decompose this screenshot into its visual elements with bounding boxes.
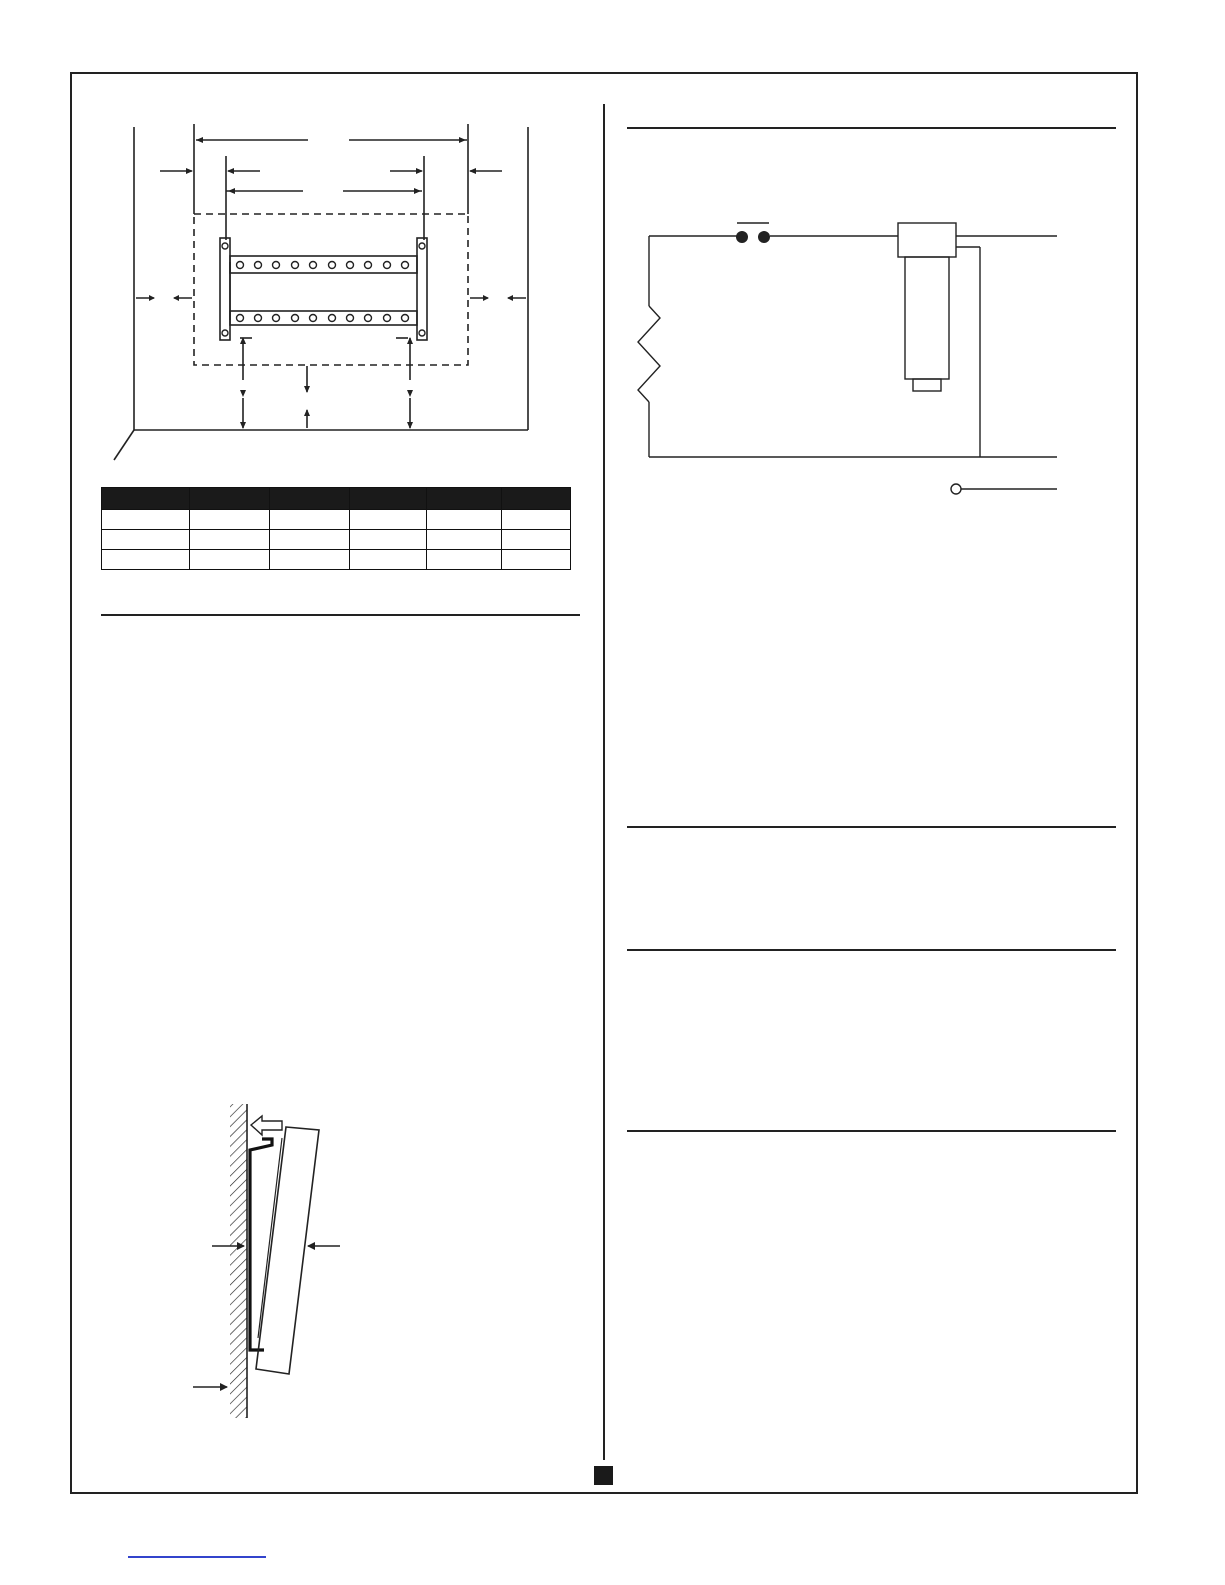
footer-link[interactable] [128, 1556, 266, 1558]
page-marker [594, 1466, 613, 1485]
